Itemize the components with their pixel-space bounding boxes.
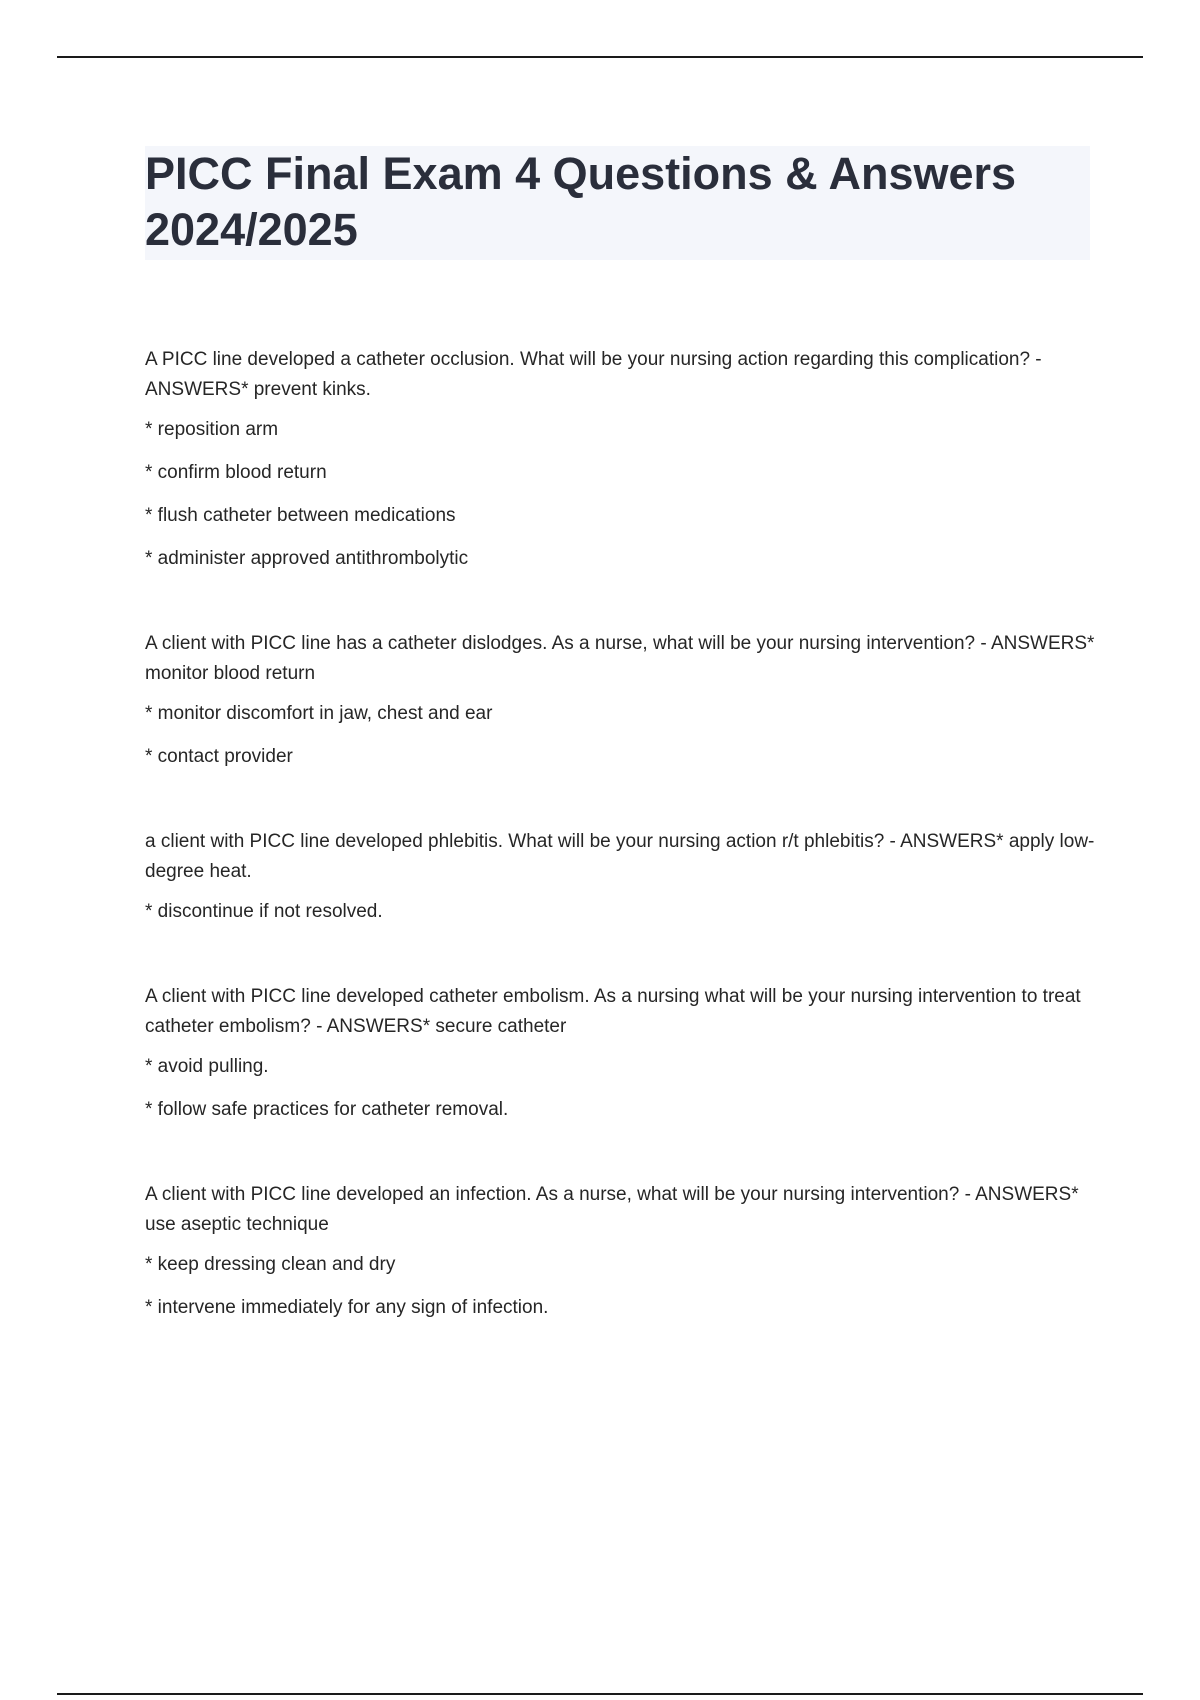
answer-bullet: * discontinue if not resolved. xyxy=(145,901,383,922)
answer-bullet: * follow safe practices for catheter removal. xyxy=(145,1099,509,1120)
answer-bullet: * flush catheter between medications xyxy=(145,505,456,526)
answer-bullet: * administer approved antithrombolytic xyxy=(145,548,469,569)
answer-bullet: * contact provider xyxy=(145,746,293,767)
question-text: A PICC line developed a catheter occlusion. What will be your nursing action regarding this complication? - ANSWERS* prevent kinks. xyxy=(145,349,1042,400)
bottom-rule xyxy=(57,1693,1143,1695)
qa-item-4 xyxy=(145,982,1095,1125)
qa-item-3 xyxy=(145,827,1095,927)
top-rule xyxy=(57,56,1143,58)
document-title: PICC Final Exam 4 Questions & Answers 2024/2025 xyxy=(145,148,1017,255)
answer-bullet: * keep dressing clean and dry xyxy=(145,1254,396,1275)
qa-item-1 xyxy=(145,345,1095,574)
title-block xyxy=(145,146,1090,260)
answer-bullet: * reposition arm xyxy=(145,419,279,440)
answer-bullet: * avoid pulling. xyxy=(145,1056,269,1077)
answer-bullet: * confirm blood return xyxy=(145,462,327,483)
question-text: A client with PICC line has a catheter dislodges. As a nurse, what will be your nursing intervention? - ANSWERS* monitor blood return xyxy=(145,633,1095,684)
question-text: A client with PICC line developed catheter embolism. As a nursing what will be your nursing intervention to treat catheter embolism? - ANSWERS* secure catheter xyxy=(145,986,1081,1037)
answer-bullet: * monitor discomfort in jaw, chest and ear xyxy=(145,703,493,724)
qa-item-2 xyxy=(145,629,1095,772)
qa-list xyxy=(145,345,1095,1378)
answer-bullet: * intervene immediately for any sign of infection. xyxy=(145,1297,549,1318)
qa-item-5 xyxy=(145,1180,1095,1323)
question-text: A client with PICC line developed an infection. As a nurse, what will be your nursing intervention? - ANSWERS* use aseptic technique xyxy=(145,1184,1079,1235)
question-text: a client with PICC line developed phlebitis. What will be your nursing action r/t phlebitis? - ANSWERS* apply low-degree heat. xyxy=(145,831,1095,882)
